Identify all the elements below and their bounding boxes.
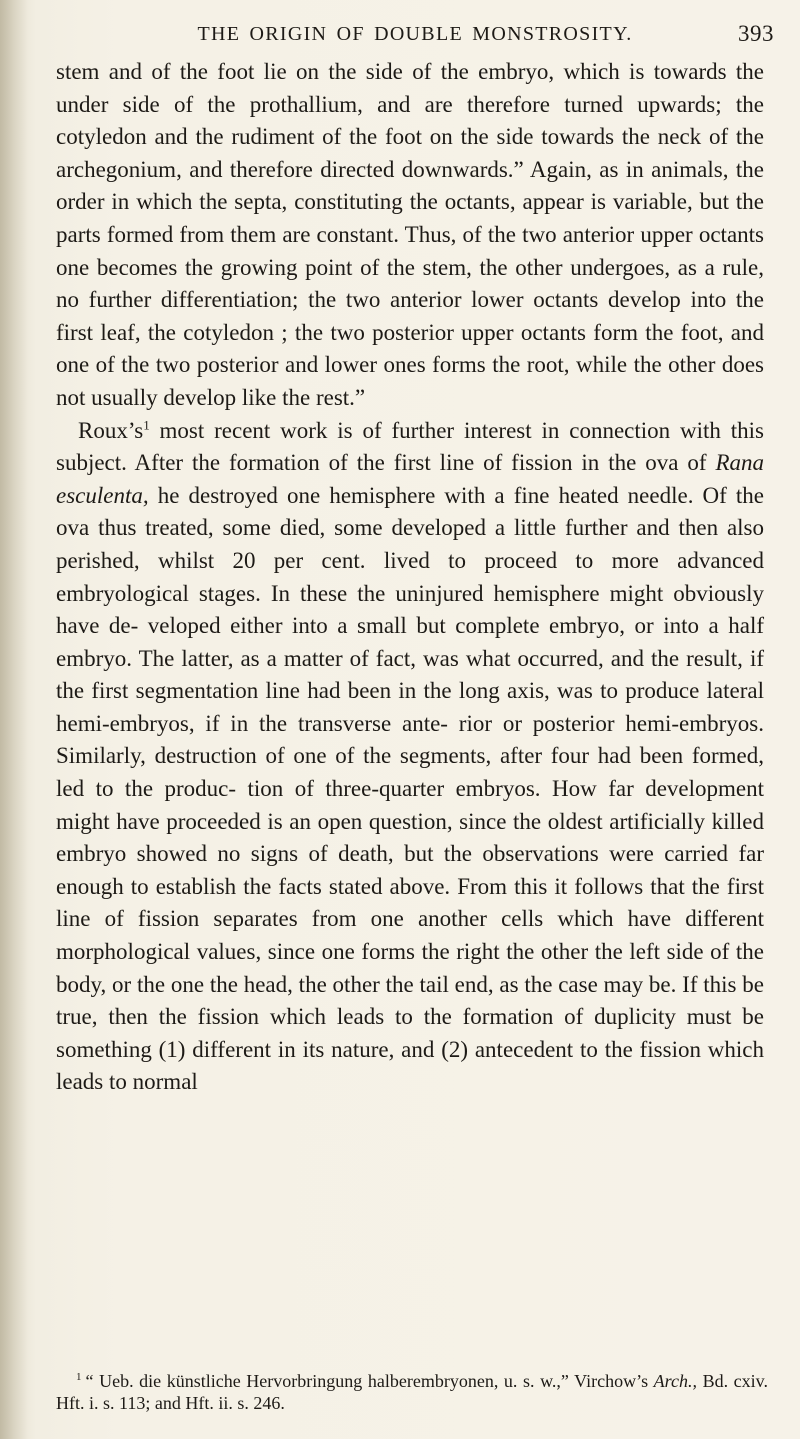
paragraph-continued: stem and of the foot lie on the side of the embryo, which is towards the under side of the prothallium, and are therefore turned upwards; the cotyledon and the rudiment of the foot on the side towards the neck of the archegonium, and therefore directed downwards.” Again, as in animals, the order in which the septa, constituting the octants, appear is variable, but the parts formed from them are constant. Thus, of the two anterior upper octants one becomes the growing point of the stem, the other undergoes, as a rule, no further differentiation; the two anterior lower octants develop into the first leaf, the cotyledon ; the two posterior upper octants form the foot, and one of the two posterior and lower ones forms the root, while the other does not usually develop like the rest.” — [56, 59, 764, 410]
page-gutter-shadow — [0, 0, 28, 1439]
paragraph-roux-text-b: he destroyed one hemisphere with a fine heated needle. Of the ova thus treated, some died, some developed a little further and then also perished, whilst 20 per cent. lived to proceed to more advanced embryological stages. In these the uninjured hemisphere might obviously have de- veloped either into a small but complete embryo, or into a half embryo. The latter, as a matter of fact, was what occurred, and the result, if the first segmentation line had been in the long axis, was to produce lateral hemi-embryos, if in the transverse ante- rior or posterior hemi-embryos. Similarly, destruction of one of the segments, after four had been formed, led to the produc- tion of three-quarter embryos. How far development might have proceeded is an open question, since the oldest artificially killed embryo showed no signs of death, but the observations were carried far enough to establish the facts stated above. From this it follows that the first line of fission separates from one another cells which have different morphological values, since one forms the right the other the left side of the body, or the one the head, the other the tail end, as the case may be. If this be true, then the fission which leads to the formation of duplicity must be something (1) different in its nature, and (2) antecedent to the fission which leads to normal — [56, 482, 764, 1095]
page-number: 393 — [738, 21, 774, 46]
footnote-journal: Arch., — [653, 1371, 697, 1391]
species-name: Rana esculenta, — [56, 450, 764, 508]
footnote-reference: 1 — [143, 416, 150, 432]
paragraph-roux-start: Roux’s — [78, 417, 144, 443]
running-title: THE ORIGIN OF DOUBLE MONSTROSITY. — [197, 22, 633, 45]
running-header — [56, 14, 774, 54]
footnote-text-a: “ Ueb. die künstliche Hervorbringung halberembryonen, u. s. w.,” Virchow’s — [85, 1371, 654, 1391]
paragraph-roux — [56, 415, 764, 1099]
body-text — [56, 56, 764, 1099]
paragraph-roux-text-a: most recent work is of further interest in connection with this subject. After the formation of the first line of fission in the ova of — [56, 417, 764, 476]
footnote-text-b: Bd. cxiv. Hft. i. s. 113; and Hft. ii. s. 246. — [56, 1371, 769, 1413]
footnote — [56, 1370, 768, 1414]
footnote-mark: 1 — [76, 1371, 82, 1383]
